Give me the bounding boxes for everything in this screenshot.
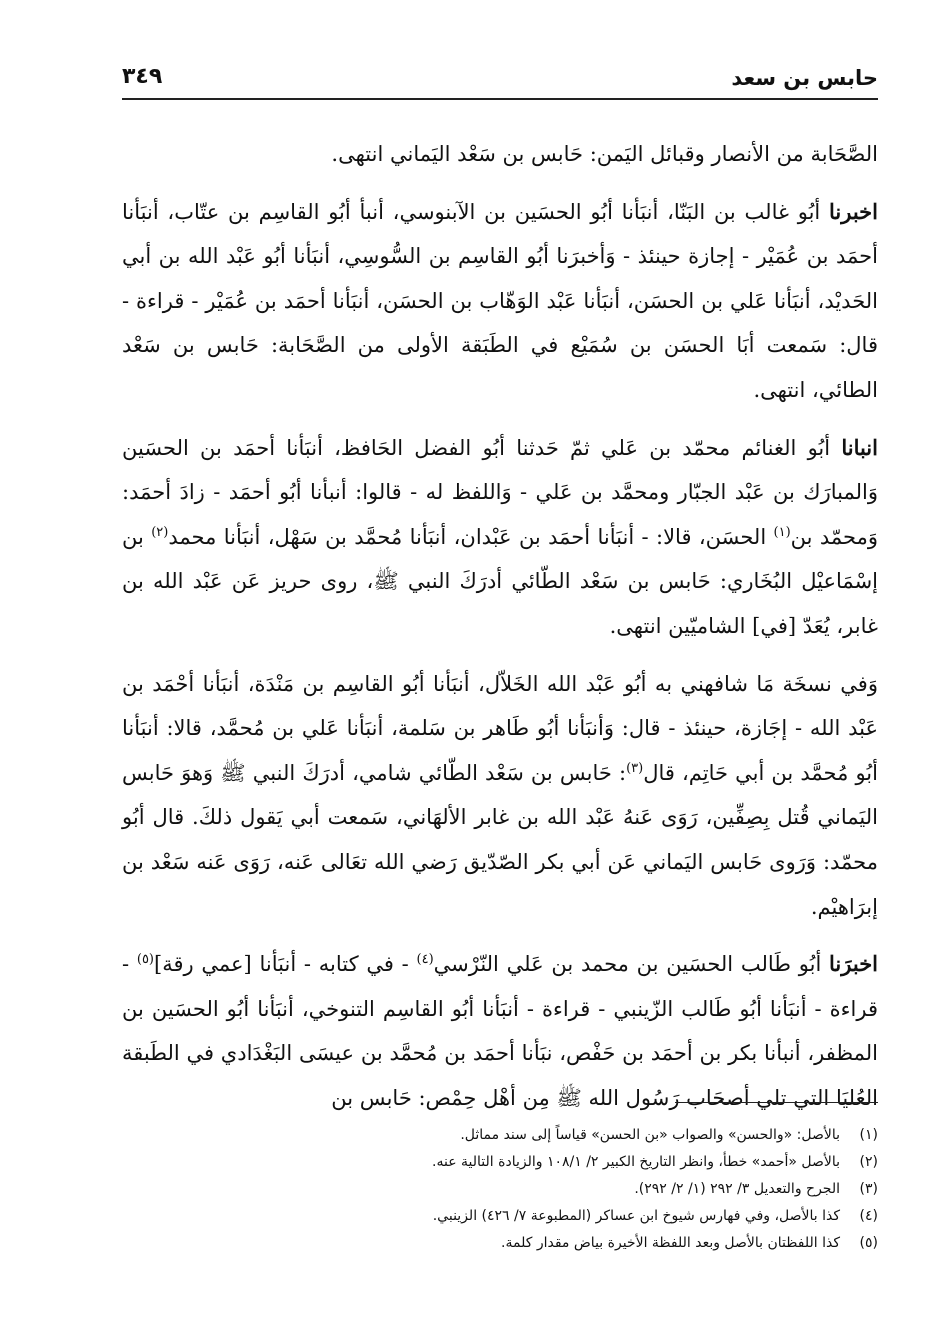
footnote-5	[122, 1230, 878, 1257]
footnote-4	[122, 1203, 878, 1230]
footnote-reference-2: (٢)	[151, 524, 169, 540]
page-number: ٣٤٩	[122, 64, 163, 89]
footnote-number: (٣)	[859, 1181, 878, 1197]
footnote-2	[122, 1149, 878, 1176]
footnote-number: (٤)	[859, 1208, 878, 1224]
paragraph-text-continued: - قراءة - أنبَأنا أبُو طَالب الزّينبي - قراءة - أنبَأنا أبُو القاسِم التنوخي، أنبَأنا أبُو الحسَين بن المظفر، أنبأنا بكر بن أحمَد بن حَفْص، نبَأنا أحمَد بن مُحمَّد بن عيسَى البَغْدَادي في الطَبقة العُليَا التي تلي أصحَاب رَسُول الله ﷺ مِن أهْل حِمْص: حَابس بن	[122, 952, 878, 1110]
footnote-rule	[675, 1102, 878, 1103]
footnote-text: بالأصل: «والحسن» والصواب «بن الحسن» قياساً إلى سند مماثل.	[460, 1127, 840, 1143]
paragraph-text: الصَّحَابة من الأنصار وقبائل اليَمن: حَابس بن سَعْد اليَماني انتهى.	[331, 142, 878, 166]
paragraph-5	[122, 942, 878, 1120]
paragraph-text-continued: الحسَن، قالا: - أنبَأنا أحمَد بن عَبْدان، أنبَأنا مُحمَّد بن سَهْل، أنبَأنا محمد	[168, 524, 774, 549]
paragraph-lead-word: انبانا	[841, 434, 878, 460]
paragraph-text: أبُو طَالب الحسَين بن محمد بن عَلي النّرْسي	[433, 952, 830, 977]
footnote-reference-1: (١)	[773, 524, 791, 540]
footnote-3	[122, 1176, 878, 1203]
footnote-text: بالأصل «أحمد» خطأ، وانظر التاريخ الكبير ٢/ ١٠٨/١ والزيادة التالية عنه.	[432, 1154, 840, 1170]
paragraph-text-continued: - في كتابه - أنبَأنا [عمي رقة]	[154, 952, 417, 977]
footnote-reference-3: (٣)	[626, 760, 644, 776]
paragraph-text-continued: : حَابس بن سَعْد الطّائي شامي، أدرَكَ النبي ﷺ وَهوَ حَابس اليَماني قُتل بِصِفِّين، رَوَى عَنهُ عَبْد الله بن غابر الألهَاني، سَمعت أبي يَقول ذلكَ. قال أبُو محمّد: وَرَوى حَابس اليَماني عَن أبي بكر الصّدّيق رَضي الله تعَالى عَنه، رَوَى عَنه سَعْد بن إبرَاهيْم.	[122, 760, 878, 919]
footnote-number: (١)	[859, 1127, 878, 1143]
paragraph-text: أبُو الغنائم محمّد بن عَلي ثمّ حَدثنا أبُو الفضل الحَافظ، أنبَأنا أحمَد بن الحسَين وَالمبارَك بن عَبْد الجبّار ومحمَّد بن عَلي - وَاللفظ له - قالوا: أنبأنا أبُو أحمَد - زادَ أحمَد: وَمحمّد بن	[122, 435, 878, 549]
footnote-reference-5: (٥)	[136, 952, 154, 968]
footnote-number: (٥)	[859, 1235, 878, 1251]
running-title: حابس بن سعد	[731, 66, 878, 90]
footnote-reference-4: (٤)	[416, 952, 434, 968]
footnote-1	[122, 1122, 878, 1149]
paragraph-1	[122, 132, 878, 177]
paragraph-lead-word: اخبرنا	[829, 198, 878, 224]
footnote-text: كذا بالأصل، وفي فهارس شيوخ ابن عساكر (المطبوعة ٧/ ٤٢٦) الزينبي.	[432, 1208, 840, 1224]
main-text	[122, 132, 878, 1120]
footnote-text: الجرح والتعديل ٣/ ٢٩٢ (١/ ٢/ ٢٩٢).	[634, 1181, 840, 1197]
footnote-text: كذا اللفظتان بالأصل وبعد اللفظة الأخيرة بياض مقدار كلمة.	[501, 1235, 840, 1251]
paragraph-4	[122, 662, 878, 930]
paragraph-text: وَفي نسخَة مَا شافهني به أبُو عَبْد الله الخَلاّل، أنبَأنا أبُو القاسِم بن مَنْدَة، أنبَأنا أحْمَد بن عَبْد الله - إجَازة، حينئذ - قال: وَأنبَأنا أبُو طَاهر بن سَلمة، أنبَأنا عَلي بن مُحمَّد، قالا: أنبَأنا أبُو مُحمَّد بن أبي حَاتِم، قال	[122, 671, 878, 785]
header-rule	[122, 98, 878, 100]
paragraph-text-continued: بن إسْمَاعيْل البُخَاري: حَابس بن سَعْد الطّائي أدرَكَ النبي ﷺ، روى حريز عَن عَبْد الله بن غابر، يُعَدّ [في] الشاميّين انتهى.	[122, 524, 878, 638]
page-header	[122, 62, 878, 96]
footnote-number: (٢)	[859, 1154, 878, 1170]
paragraph-2	[122, 190, 878, 413]
footnotes	[122, 1122, 878, 1257]
paragraph-lead-word: اخبرَنا	[829, 951, 879, 977]
paragraph-3	[122, 426, 878, 649]
paragraph-text: أبُو غالب بن البَنّا، أنبَأنا أبُو الحسَين بن الآبنوسي، أنبأ أبُو القاسِم بن عتّاب، أنبَأنا أحمَد بن عُمَيْر - إجازة حينئذ - وَأخبرَنا أبُو القاسِم بن السُّوسِي، أنبَأنا أبُو عَبْد الله بن أبي الحَديْد، أنبَأنا عَلي بن الحسَن، أنبَأنا عَبْد الوَهّاب بن الحسَن، أنبَأنا أحمَد بن عُمَيْر - قراءة - قال: سَمعت أبَا الحسَن بن سُمَيْع في الطَبَقة الأولى من الصَّحَابة: حَابس بن سَعْد الطائي، انتهى.	[122, 199, 878, 402]
